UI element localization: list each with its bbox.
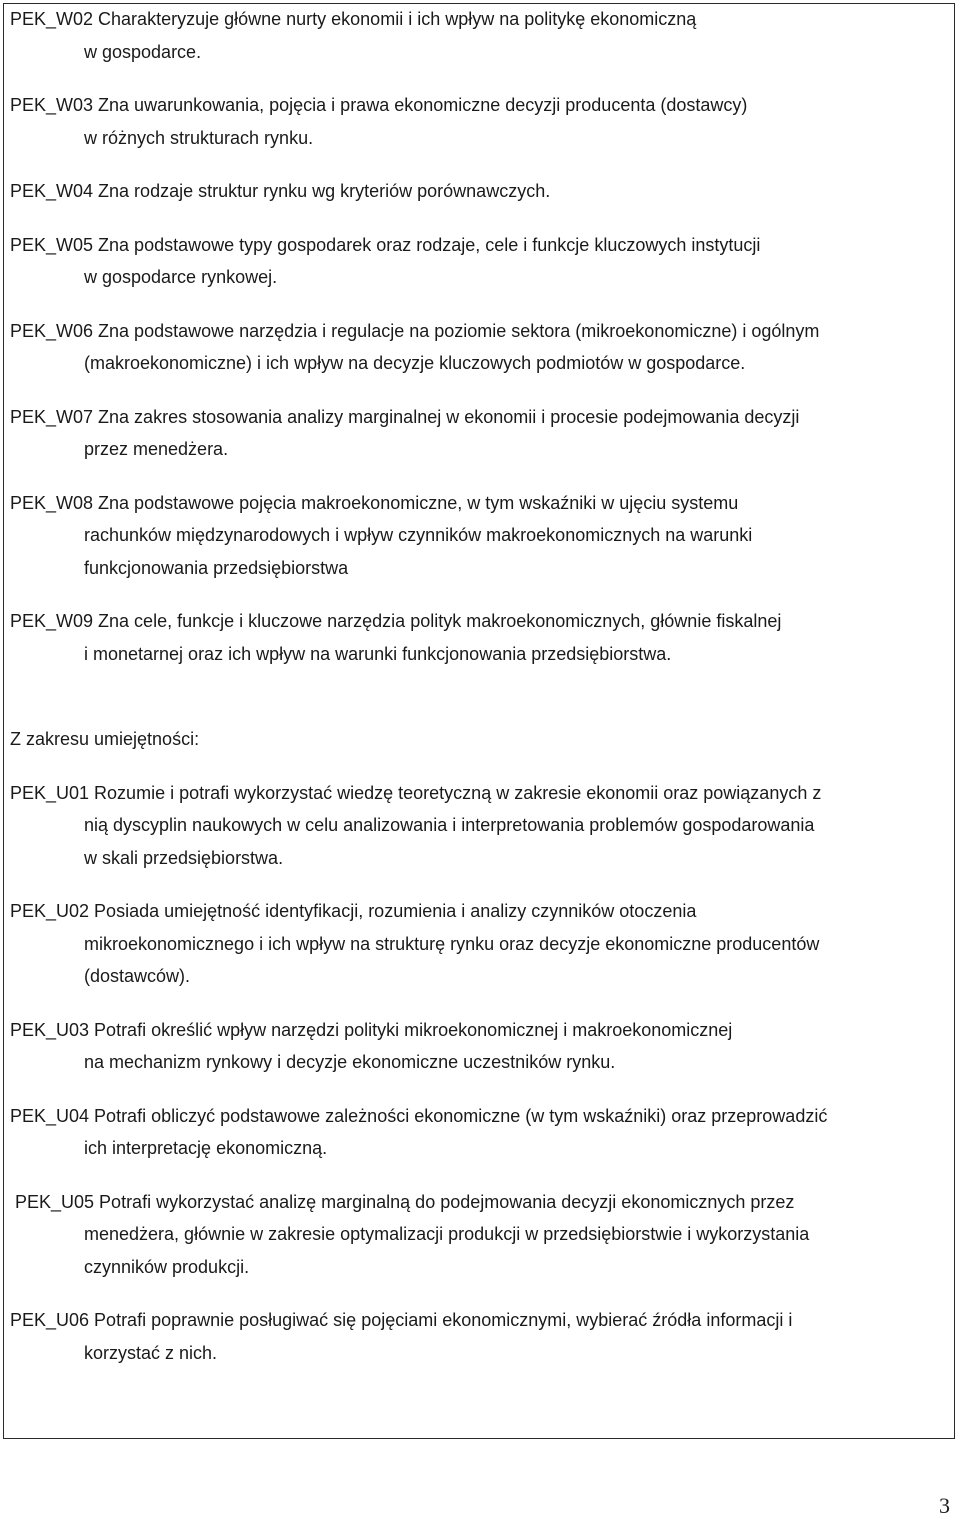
outcome-continuation: i monetarnej oraz ich wpływ na warunki funkcjonowania przedsiębiorstwa.	[84, 643, 672, 664]
outcome-pek-w02	[10, 3, 948, 68]
outcome-pek-u01	[10, 777, 948, 875]
outcome-continuation: nią dyscyplin naukowych w celu analizowania i interpretowania problemów gospodarowania	[84, 815, 815, 835]
outcome-first-line: PEK_W03 Zna uwarunkowania, pojęcia i prawa ekonomiczne decyzji producenta (dostawcy)	[10, 95, 748, 115]
outcome-pek-u06	[10, 1304, 948, 1369]
outcome-first-line: PEK_U04 Potrafi obliczyć podstawowe zależności ekonomiczne (w tym wskaźniki) oraz przeprowadzić	[10, 1105, 828, 1126]
outcome-continuation: w gospodarce rynkowej.	[84, 267, 278, 287]
outcome-continuation: w gospodarce.	[84, 41, 202, 62]
outcome-continuation: korzystać z nich.	[84, 1342, 218, 1363]
outcome-pek-u03	[10, 1014, 948, 1079]
outcome-continuation: (makroekonomiczne) i ich wpływ na decyzje kluczowych podmiotów w gospodarce.	[84, 353, 746, 373]
outcome-first-line: PEK_U01 Rozumie i potrafi wykorzystać wiedzę teoretyczną w zakresie ekonomii oraz powiązanych z	[10, 782, 822, 803]
skills-outcomes	[10, 777, 948, 1370]
outcome-pek-w08	[10, 487, 948, 585]
outcome-first-line: PEK_W04 Zna rodzaje struktur rynku wg kryteriów porównawczych.	[10, 181, 551, 201]
outcome-first-line: PEK_U02 Posiada umiejętność identyfikacji, rozumienia i analizy czynników otoczenia	[10, 901, 697, 921]
outcome-first-line: PEK_U03 Potrafi określić wpływ narzędzi polityki mikroekonomicznej i makroekonomicznej	[10, 1019, 733, 1040]
outcome-pek-w09	[10, 605, 948, 670]
outcome-pek-w05	[10, 229, 948, 294]
outcome-continuation: w różnych strukturach rynku.	[84, 127, 314, 148]
outcome-first-line: PEK_W08 Zna podstawowe pojęcia makroekonomiczne, w tym wskaźniki w ujęciu systemu	[10, 492, 739, 513]
outcome-continuation: w skali przedsiębiorstwa.	[84, 847, 284, 868]
outcome-continuation: mikroekonomicznego i ich wpływ na strukturę rynku oraz decyzje ekonomiczne producentów	[84, 933, 820, 954]
outcome-continuation: ich interpretację ekonomiczną.	[84, 1138, 328, 1158]
outcome-pek-w03	[10, 89, 948, 154]
outcome-pek-w04	[10, 175, 948, 208]
skills-heading: Z zakresu umiejętności:	[10, 729, 200, 749]
outcome-first-line: PEK_U06 Potrafi poprawnie posługiwać się pojęciami ekonomicznymi, wybierać źródła informacji i	[10, 1310, 793, 1330]
outcome-continuation: przez menedżera.	[84, 439, 229, 459]
outcome-continuation: funkcjonowania przedsiębiorstwa	[84, 557, 349, 578]
page-number: 3	[939, 1493, 950, 1518]
outcome-first-line: PEK_U05 Potrafi wykorzystać analizę marginalną do podejmowania decyzji ekonomicznych przez	[15, 1191, 795, 1212]
outcome-continuation: menedżera, głównie w zakresie optymalizacji produkcji w przedsiębiorstwie i wykorzystania	[84, 1224, 810, 1244]
outcome-continuation: czynników produkcji.	[84, 1256, 250, 1277]
knowledge-outcomes	[10, 3, 948, 670]
outcome-pek-u04	[10, 1100, 948, 1165]
outcome-first-line: PEK_W05 Zna podstawowe typy gospodarek oraz rodzaje, cele i funkcje kluczowych instytucji	[10, 234, 761, 255]
outcome-pek-u02	[10, 895, 948, 993]
outcome-first-line: PEK_W07 Zna zakres stosowania analizy marginalnej w ekonomii i procesie podejmowania decyzji	[10, 406, 800, 427]
outcome-continuation: na mechanizm rynkowy i decyzje ekonomiczne uczestników rynku.	[84, 1052, 616, 1072]
outcome-pek-u05	[10, 1186, 948, 1284]
outcome-first-line: PEK_W06 Zna podstawowe narzędzia i regulacje na poziomie sektora (mikroekonomiczne) i ogólnym	[10, 320, 820, 341]
outcome-continuation: (dostawców).	[84, 966, 191, 986]
outcome-first-line: PEK_W09 Zna cele, funkcje i kluczowe narzędzia polityk makroekonomicznych, głównie fiskalnej	[10, 611, 782, 631]
outcome-pek-w07	[10, 401, 948, 466]
outcome-pek-w06	[10, 315, 948, 380]
page-content	[10, 3, 948, 1369]
outcome-first-line: PEK_W02 Charakteryzuje główne nurty ekonomii i ich wpływ na politykę ekonomiczną	[10, 9, 697, 29]
outcome-continuation: rachunków międzynarodowych i wpływ czynników makroekonomicznych na warunki	[84, 525, 753, 545]
